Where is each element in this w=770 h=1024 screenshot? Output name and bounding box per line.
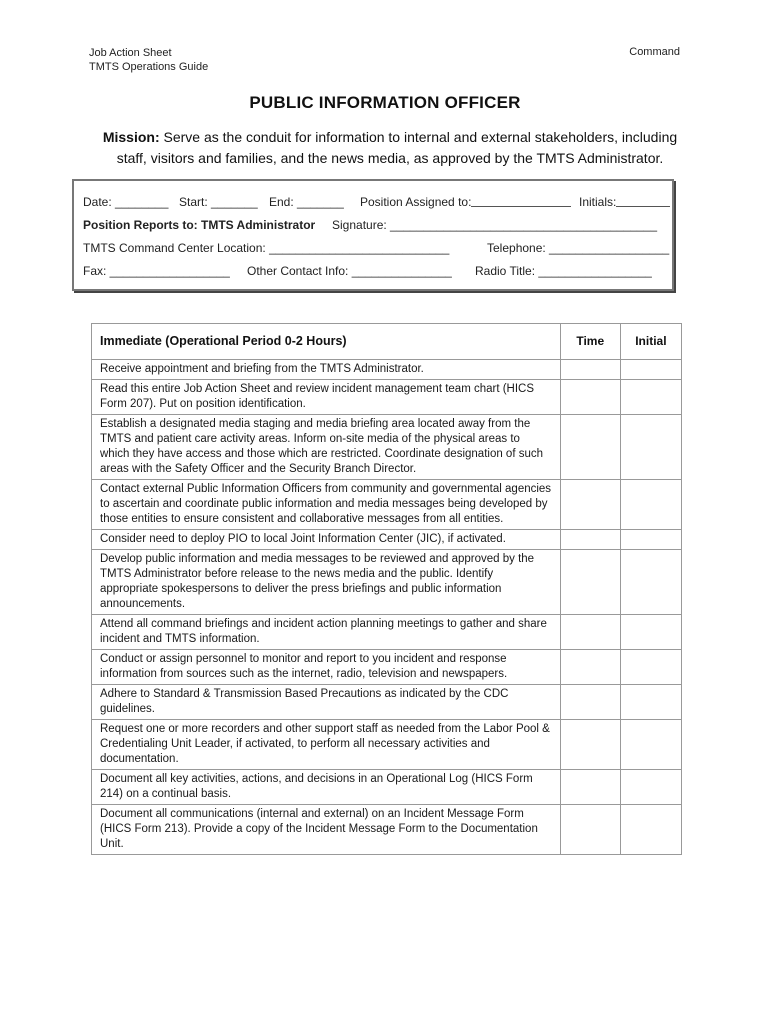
initial-cell[interactable]	[620, 805, 681, 855]
task-text: Read this entire Job Action Sheet and review incident management team chart (HICS Form 207). Put on position identification.	[92, 380, 561, 415]
table-row	[92, 530, 682, 550]
table-header-row	[92, 324, 682, 360]
time-cell[interactable]	[560, 530, 620, 550]
other-contact-field[interactable]: Other Contact Info: _______________	[247, 264, 452, 278]
table-row	[92, 480, 682, 530]
time-cell[interactable]	[560, 380, 620, 415]
initial-cell[interactable]	[620, 650, 681, 685]
radio-title-field[interactable]: Radio Title: _________________	[475, 264, 652, 278]
task-text: Consider need to deploy PIO to local Joint Information Center (JIC), if activated.	[92, 530, 561, 550]
time-column-header: Time	[560, 324, 620, 360]
page-header-left	[89, 46, 208, 74]
time-cell[interactable]	[560, 415, 620, 480]
info-line-2	[83, 218, 663, 234]
telephone-field[interactable]: Telephone: __________________	[487, 241, 670, 255]
task-text: Develop public information and media messages to be reviewed and approved by the TMTS Administrator before release to the news media and the public. Identify appropriate spokespersons to deliver the press briefings and public information announcements.	[92, 550, 561, 615]
initial-cell[interactable]	[620, 480, 681, 530]
initial-cell[interactable]	[620, 685, 681, 720]
initial-column-header: Initial	[620, 324, 681, 360]
task-text: Establish a designated media staging and media briefing area located away from the TMTS and patient care activity areas. Inform on-site media of the physical areas to which they have access and those which are restricted. Coordinate designation of such areas with the Safety Officer and the Security Branch Director.	[92, 415, 561, 480]
mission-statement	[90, 127, 690, 169]
initial-cell[interactable]	[620, 720, 681, 770]
position-assigned-field[interactable]	[360, 195, 471, 209]
signature-field[interactable]: Signature: ________________________________________	[332, 218, 657, 232]
end-field[interactable]: End: _______	[269, 195, 344, 209]
task-table	[91, 323, 682, 855]
table-heading: Immediate (Operational Period 0-2 Hours)	[92, 324, 561, 360]
initials-field[interactable]	[579, 195, 616, 209]
time-cell[interactable]	[560, 360, 620, 380]
task-text: Document all communications (internal and external) on an Incident Message Form (HICS Form 213). Provide a copy of the Incident Message Form to the Documentation Unit.	[92, 805, 561, 855]
info-line-1	[83, 195, 663, 211]
info-line-4	[83, 264, 663, 280]
time-cell[interactable]	[560, 770, 620, 805]
time-cell[interactable]	[560, 550, 620, 615]
date-field[interactable]: Date: ________	[83, 195, 169, 209]
position-assigned-line[interactable]	[471, 195, 571, 207]
initial-cell[interactable]	[620, 380, 681, 415]
initial-cell[interactable]	[620, 550, 681, 615]
initials-label: Initials:	[579, 195, 617, 209]
task-text: Conduct or assign personnel to monitor and report to you incident and response information from sources such as the internet, radio, television and newspapers.	[92, 650, 561, 685]
task-text: Contact external Public Information Officers from community and governmental agencies to ascertain and coordinate public information and media messages being developed by those entities to ensure consistent and collaborative messages from all entities.	[92, 480, 561, 530]
initial-cell[interactable]	[620, 615, 681, 650]
table-row	[92, 615, 682, 650]
time-cell[interactable]	[560, 805, 620, 855]
table-row	[92, 770, 682, 805]
table-row	[92, 380, 682, 415]
time-cell[interactable]	[560, 650, 620, 685]
mission-label: Mission:	[102, 129, 160, 145]
table-row	[92, 650, 682, 685]
task-table-body	[92, 360, 682, 855]
info-line-3	[83, 241, 670, 257]
section-name: Command	[629, 46, 680, 58]
reports-to: Position Reports to: TMTS Administrator	[83, 218, 316, 232]
time-cell[interactable]	[560, 685, 620, 720]
position-assigned-label: Position Assigned to:	[360, 195, 472, 209]
task-text: Attend all command briefings and incident action planning meetings to gather and share incident and TMTS information.	[92, 615, 561, 650]
page-title: PUBLIC INFORMATION OFFICER	[249, 93, 521, 112]
initial-cell[interactable]	[620, 415, 681, 480]
doc-type: Job Action Sheet	[89, 47, 172, 59]
guide-name: TMTS Operations Guide	[89, 61, 209, 73]
time-cell[interactable]	[560, 615, 620, 650]
initial-cell[interactable]	[620, 530, 681, 550]
task-text: Adhere to Standard & Transmission Based Precautions as indicated by the CDC guidelines.	[92, 685, 561, 720]
table-row	[92, 805, 682, 855]
table-row	[92, 685, 682, 720]
initial-cell[interactable]	[620, 770, 681, 805]
task-text: Document all key activities, actions, and decisions in an Operational Log (HICS Form 214) on a continual basis.	[92, 770, 561, 805]
task-text: Request one or more recorders and other support staff as needed from the Labor Pool & Credentialing Unit Leader, if activated, to perform all necessary activities and documentation.	[92, 720, 561, 770]
initial-cell[interactable]	[620, 360, 681, 380]
time-cell[interactable]	[560, 480, 620, 530]
fax-field[interactable]: Fax: __________________	[83, 264, 230, 278]
start-field[interactable]: Start: _______	[179, 195, 258, 209]
table-row	[92, 360, 682, 380]
table-row	[92, 415, 682, 480]
table-row	[92, 720, 682, 770]
initials-line[interactable]	[616, 195, 670, 207]
position-info-box	[72, 179, 674, 291]
time-cell[interactable]	[560, 720, 620, 770]
table-row	[92, 550, 682, 615]
mission-text: Serve as the conduit for information to internal and external stakeholders, including staff, visitors and families, and the news media, as approved by the TMTS Administrator.	[116, 129, 678, 166]
command-center-field[interactable]: TMTS Command Center Location: ___________________________	[83, 241, 450, 255]
task-text: Receive appointment and briefing from the TMTS Administrator.	[92, 360, 561, 380]
